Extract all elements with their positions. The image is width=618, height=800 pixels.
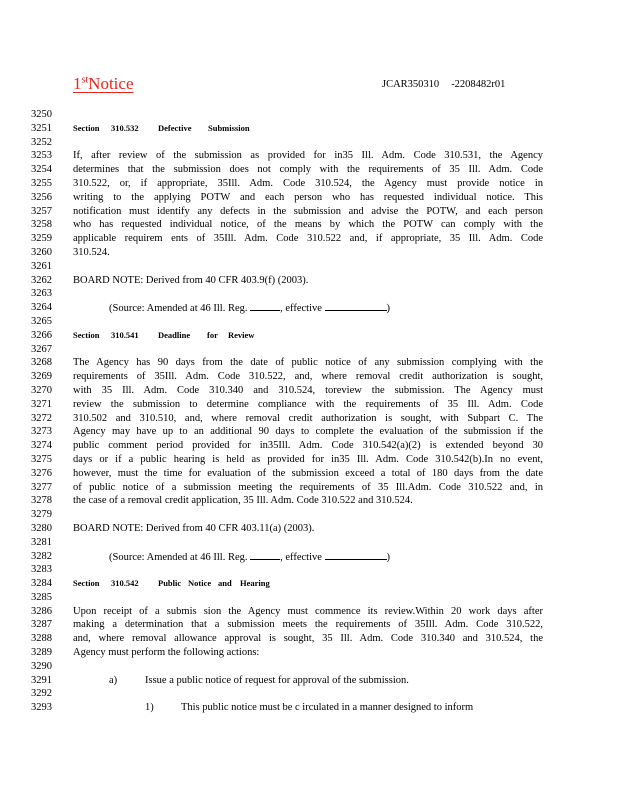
line-number: 3287 <box>31 619 52 631</box>
paragraph-line: 310.522, or, if appropriate, 35Ill. Adm. Code 310.524, the Agency must provide notice in <box>73 177 543 189</box>
source-note: (Source: Amended at 46 Ill. Reg. , effective ) <box>109 303 391 315</box>
line-number: 3254 <box>31 164 52 176</box>
line-number: 3252 <box>31 136 52 148</box>
paragraph-line: however, must the time for evaluation of the submission exceed a total of 180 days from the date <box>73 467 543 479</box>
line-number: 3253 <box>31 150 52 162</box>
paragraph-line: 310.502 and 310.510, and, where removal credit authorization is sought, with Subpart C. The <box>73 412 543 424</box>
line-number: 3260 <box>31 246 52 258</box>
section-heading-310-542: Section 310.542 Public Notice and Hearing <box>73 578 270 589</box>
line-number: 3285 <box>31 591 52 603</box>
line-number: 3275 <box>31 453 52 465</box>
line-number: 3288 <box>31 633 52 645</box>
line-number: 3274 <box>31 440 52 452</box>
line-number: 3279 <box>31 509 52 521</box>
effective-date-blank <box>325 301 387 311</box>
list-item-a-label: a) <box>109 674 118 686</box>
list-item-1-label: 1) <box>145 702 154 714</box>
line-number: 3265 <box>31 315 52 327</box>
line-number: 3262 <box>31 274 52 286</box>
line-number: 3292 <box>31 688 52 700</box>
line-number: 3250 <box>31 109 52 120</box>
paragraph-line: Agency may have up to an additional 90 days to complete the evaluation of the submission if the <box>73 426 543 438</box>
document-identifier <box>382 79 505 90</box>
paragraph-line: 310.524. <box>73 246 110 258</box>
source-note: (Source: Amended at 46 Ill. Reg. , effective ) <box>109 551 391 563</box>
reg-blank <box>250 301 280 311</box>
paragraph-line: and, where removal allowance approval is sought, 35 Ill. Adm. Code 310.340 and 310.524, the <box>73 633 543 645</box>
document-body <box>73 108 543 715</box>
paragraph-line: applicable requirem ents of 35Ill. Adm. Code 310.522 and, if appropriate, 35 Ill. Adm. Code <box>73 233 543 245</box>
paragraph-line: days or if a public hearing is held as provided for in35 Ill. Adm. Code 310.542(b).In no event, <box>73 453 543 465</box>
line-number: 3269 <box>31 371 52 383</box>
paragraph-line: review the submission to determine compliance with the requirements of 35 Ill. Adm. Code <box>73 398 543 410</box>
line-number: 3278 <box>31 495 52 507</box>
notice-ordinal-suffix: st <box>81 74 89 86</box>
list-item-a-text: Issue a public notice of request for approval of the submission. <box>145 674 409 686</box>
paragraph-line: determines that the submission does not comply with the requirements of 35 Ill. Adm. Code <box>73 164 543 176</box>
paragraph-line: Upon receipt of a submis sion the Agency must commence its review.Within 20 work days after <box>73 605 543 617</box>
paragraph-line: notification must identify any defects in the submission and advise the POTW, and each person <box>73 205 543 217</box>
notice-number: 1 <box>73 74 82 93</box>
paragraph-line: who has requested individual notice, of the means by which the POTW can comply with the <box>73 219 543 231</box>
section-heading-310-532: Section 310.532 Defective Submission <box>73 122 250 133</box>
line-number: 3263 <box>31 288 52 300</box>
line-number: 3283 <box>31 564 52 576</box>
line-number: 3259 <box>31 233 52 245</box>
line-number: 3255 <box>31 177 52 189</box>
line-number: 3264 <box>31 302 52 314</box>
notice-word: Notice <box>88 74 134 93</box>
line-number: 3281 <box>31 536 52 548</box>
paragraph-line: with 35 Ill. Adm. Code 310.340 and 310.524, toreview the submission. The Agency must <box>73 384 543 396</box>
line-number: 3280 <box>31 522 52 534</box>
paragraph-line: The Agency has 90 days from the date of public notice of any submission complying with the <box>73 357 543 369</box>
reg-blank <box>250 550 280 560</box>
paragraph-line: writing to the applying POTW and each person who has requested individual notice. This <box>73 191 543 203</box>
line-number: 3266 <box>31 329 52 341</box>
line-number: 3261 <box>31 260 52 272</box>
line-number: 3251 <box>31 122 52 134</box>
board-note: BOARD NOTE: Derived from 40 CFR 403.9(f) (2003). <box>73 274 309 286</box>
line-number: 3257 <box>31 205 52 217</box>
paragraph-line: of public notice of a submission meeting the requirements of 35 Ill.Adm. Code 310.522 and, in <box>73 481 543 493</box>
line-number: 3271 <box>31 398 52 410</box>
line-number: 3284 <box>31 578 52 590</box>
line-number: 3277 <box>31 481 52 493</box>
line-number: 3270 <box>31 384 52 396</box>
paragraph-line: requirements of 35Ill. Adm. Code 310.522, and, where removal credit authorization is sought, <box>73 371 543 383</box>
line-number: 3256 <box>31 191 52 203</box>
line-number: 3267 <box>31 343 52 355</box>
paragraph-line: making a determination that a submission meets the requirements of 35Ill. Adm. Code 310.522, <box>73 619 543 631</box>
paragraph-line: public comment period provided for in35Ill. Adm. Code 310.542(a)(2) is extended beyond 30 <box>73 440 543 452</box>
paragraph-line: the case of a removal credit application, 35 Ill. Adm. Code 310.522 and 310.524. <box>73 495 413 507</box>
line-number: 3276 <box>31 467 52 479</box>
line-number: 3272 <box>31 412 52 424</box>
list-item-1-text: This public notice must be c irculated in a manner designed to inform <box>181 702 474 714</box>
line-number: 3273 <box>31 426 52 438</box>
doc-id: -2208482r01 <box>451 79 506 90</box>
line-number: 3268 <box>31 357 52 369</box>
line-number: 3291 <box>31 674 52 686</box>
line-number: 3282 <box>31 550 52 562</box>
line-number: 3289 <box>31 647 52 659</box>
board-note: BOARD NOTE: Derived from 40 CFR 403.11(a) (2003). <box>73 522 315 534</box>
line-number: 3286 <box>31 605 52 617</box>
line-number: 3293 <box>31 702 52 714</box>
line-number: 3290 <box>31 660 52 672</box>
first-notice-heading <box>73 74 144 94</box>
line-number-gutter <box>31 108 57 715</box>
section-heading-310-541: Section 310.541 Deadline for Review <box>73 329 255 340</box>
list-item-a <box>73 674 543 688</box>
list-item-1 <box>73 701 543 715</box>
paragraph-line: If, after review of the submission as provided for in35 Ill. Adm. Code 310.531, the Agency <box>73 150 543 162</box>
jcar-code: JCAR350310 <box>382 79 440 90</box>
line-number: 3258 <box>31 219 52 231</box>
effective-date-blank <box>325 550 387 560</box>
paragraph-line: Agency must perform the following actions: <box>73 647 260 659</box>
